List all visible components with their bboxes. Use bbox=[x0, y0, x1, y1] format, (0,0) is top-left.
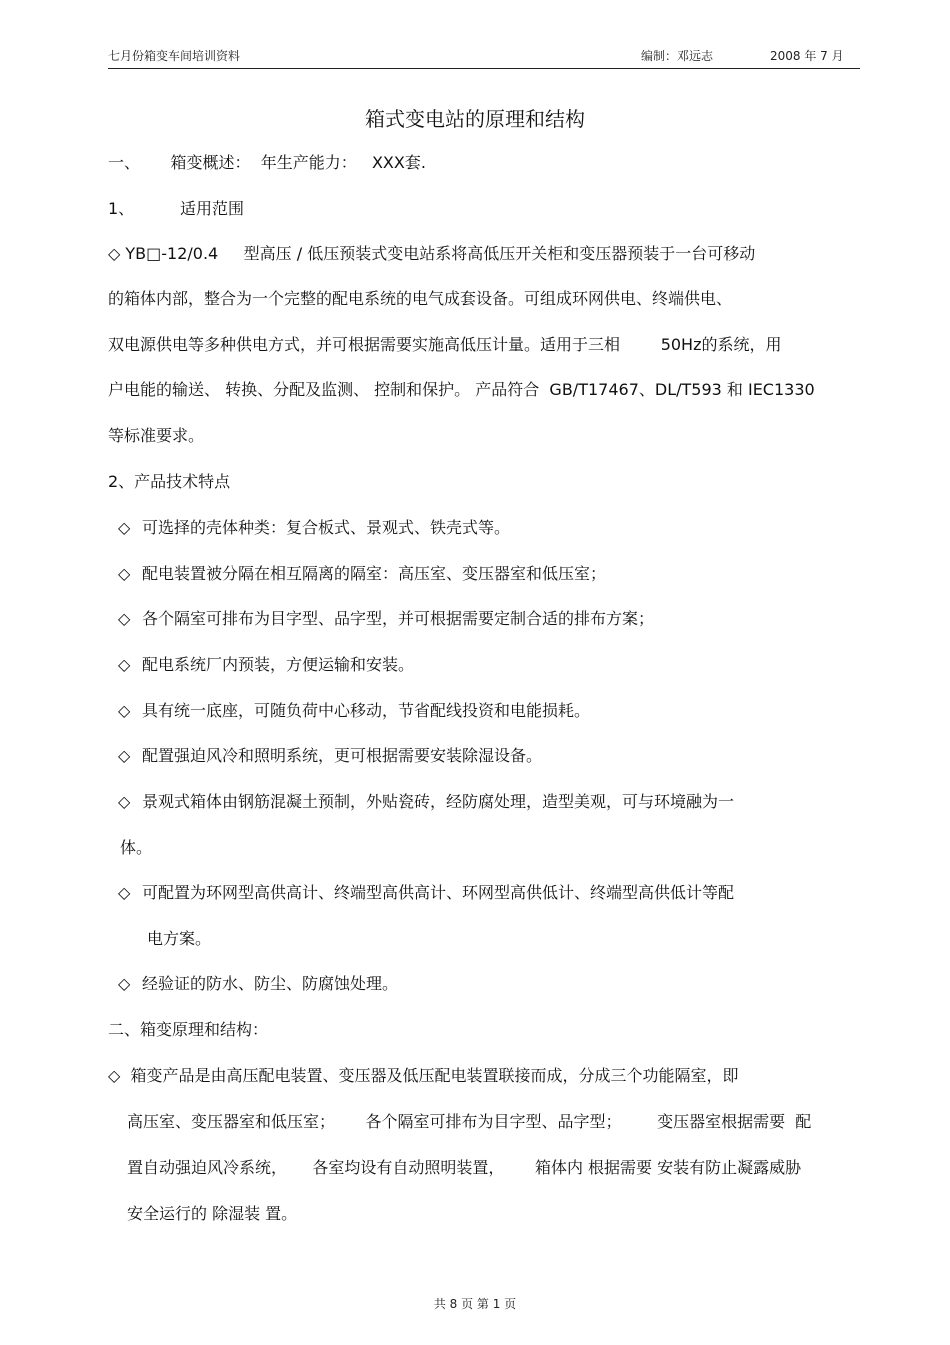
list-item-text: 配电装置被分隔在相互隔离的隔室：高压室、变压器室和低压室； bbox=[142, 564, 607, 583]
list-item-continuation: 电方案。 bbox=[147, 929, 212, 948]
diamond-bullet-icon: ◇ bbox=[118, 701, 131, 720]
diamond-bullet-icon: ◇ bbox=[118, 792, 131, 811]
header-editor: 编制：邓远志 bbox=[641, 49, 714, 63]
header-document-name: 七月份箱变车间培训资料 bbox=[108, 49, 241, 63]
page-title: 箱式变电站的原理和结构 bbox=[365, 107, 585, 131]
list-item bbox=[118, 563, 606, 585]
paragraph-line: 等标准要求。 bbox=[108, 426, 205, 445]
diamond-bullet-icon: ◇ bbox=[118, 883, 131, 902]
list-item bbox=[118, 745, 542, 767]
paragraph-line: ◇ 箱变产品是由高压配电装置、变压器及低压配电装置联接而成，分成三个功能隔室，即 bbox=[108, 1066, 739, 1085]
paragraph-line: 双电源供电等多种供电方式，并可根据需要实施高低压计量。适用于三相 50Hz的系统，用 bbox=[108, 335, 782, 354]
list-item bbox=[118, 791, 734, 813]
list-item-text: 各个隔室可排布为目字型、品字型，并可根据需要定制合适的排布方案； bbox=[142, 609, 655, 628]
list-item-text: 具有统一底座，可随负荷中心移动，节省配线投资和电能损耗。 bbox=[142, 701, 591, 720]
diamond-bullet-icon: ◇ bbox=[118, 974, 131, 993]
paragraph-line: 户电能的输送、 转换、分配及监测、 控制和保护。 产品符合 GB/T17467、DL/T593 和 IEC1330 bbox=[108, 380, 815, 399]
diamond-bullet-icon: ◇ bbox=[118, 564, 131, 583]
diamond-bullet-icon: ◇ bbox=[118, 518, 131, 537]
paragraph-line: 高压室、变压器室和低压室； 各个隔室可排布为目字型、品字型； 变压器室根据需要 配 bbox=[127, 1112, 812, 1131]
list-item bbox=[118, 700, 590, 722]
paragraph-line: 安全运行的 除湿装 置。 bbox=[127, 1204, 298, 1223]
paragraph-line: 置自动强迫风冷系统， 各室均设有自动照明装置， 箱体内 根据需要 安装有防止凝露威胁 bbox=[127, 1158, 802, 1177]
list-item-text: 可配置为环网型高供高计、终端型高供高计、环网型高供低计、终端型高供低计等配 bbox=[142, 883, 735, 902]
header-date: 2008 年 7 月 bbox=[770, 49, 844, 63]
list-item-text: 经验证的防水、防尘、防腐蚀处理。 bbox=[142, 974, 399, 993]
section1-heading: 一、 箱变概述： 年生产能力： XXX套. bbox=[108, 153, 426, 172]
page-number: 共 8 页 第 1 页 bbox=[433, 1297, 517, 1311]
header-rule bbox=[108, 68, 860, 69]
subheading-features: 2、产品技术特点 bbox=[108, 472, 231, 491]
diamond-bullet-icon: ◇ bbox=[118, 609, 131, 628]
list-item bbox=[118, 882, 734, 904]
list-item-text: 配置强迫风冷和照明系统，更可根据需要安装除湿设备。 bbox=[142, 746, 543, 765]
list-item-text: 可选择的壳体种类：复合板式、景观式、铁壳式等。 bbox=[142, 518, 511, 537]
list-item-text: 配电系统厂内预装，方便运输和安装。 bbox=[142, 655, 415, 674]
subheading-scope: 1、 适用范围 bbox=[108, 199, 244, 218]
diamond-bullet-icon: ◇ bbox=[118, 746, 131, 765]
section2-heading: 二、箱变原理和结构： bbox=[108, 1020, 269, 1039]
list-item bbox=[118, 608, 654, 630]
list-item bbox=[118, 973, 398, 995]
list-item bbox=[118, 654, 414, 676]
list-item-text: 景观式箱体由钢筋混凝土预制，外贴瓷砖，经防腐处理，造型美观，可与环境融为一 bbox=[142, 792, 735, 811]
paragraph-line: ◇ YB□-12/0.4 型高压 / 低压预装式变电站系将高低压开关柜和变压器预装于一台可移动 bbox=[108, 244, 756, 263]
diamond-bullet-icon: ◇ bbox=[118, 655, 131, 674]
paragraph-line: 的箱体内部，整合为一个完整的配电系统的电气成套设备。可组成环网供电、终端供电、 bbox=[108, 289, 733, 308]
list-item bbox=[118, 517, 510, 539]
list-item-continuation: 体。 bbox=[120, 838, 153, 857]
